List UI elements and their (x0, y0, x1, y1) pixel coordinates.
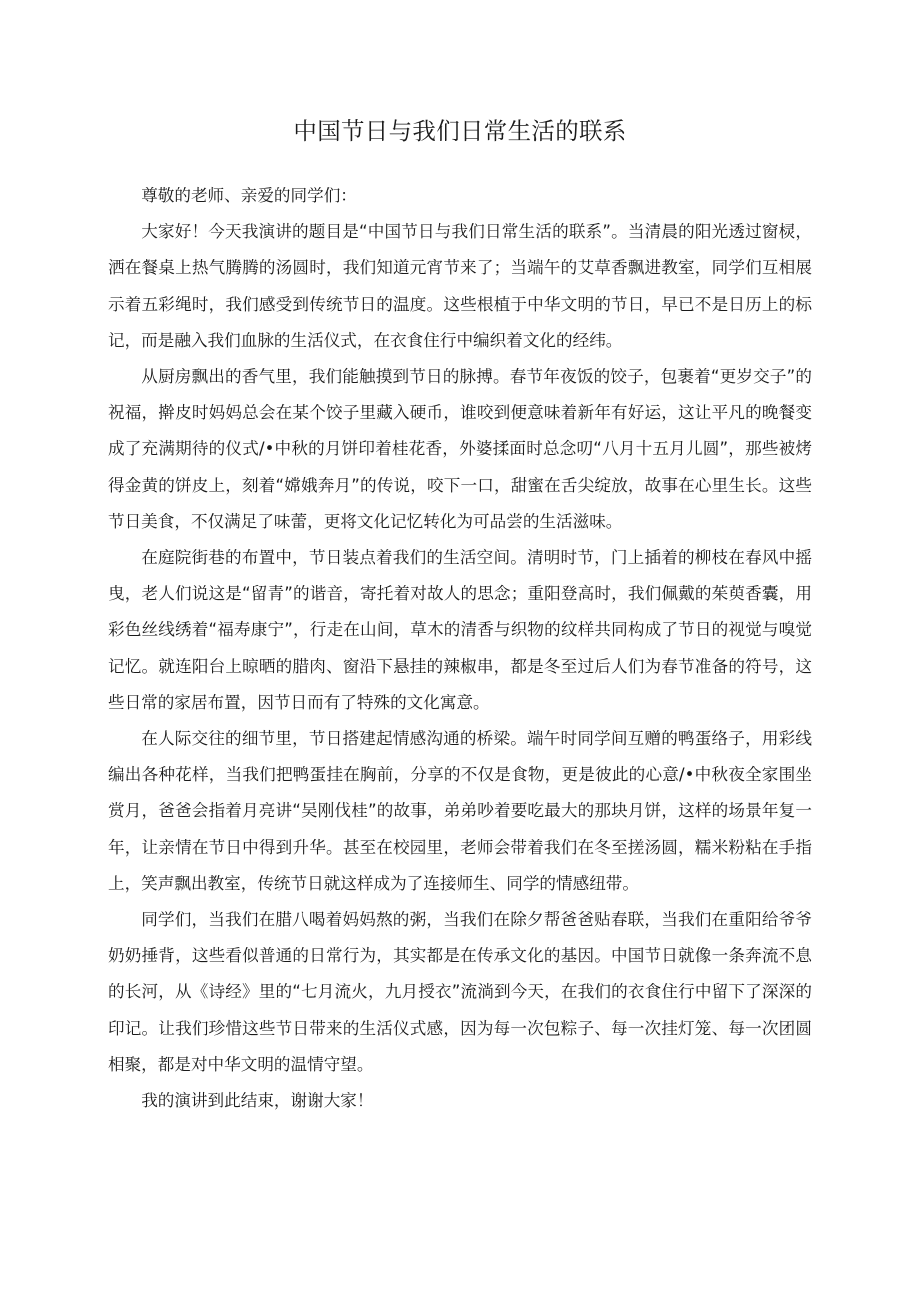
paragraph-space: 在庭院街巷的布置中，节日装点着我们的生活空间。清明时节，门上插着的柳枝在春风中摇曳，老人们说这是“留青”的谐音，寄托着对故人的思念；重阳登高时，我们佩戴的茱萸香囊，用彩色丝线绣着“福寿康宁”，行走在山间，草木的清香与织物的纹样共同构成了节日的视觉与嗅觉记忆。就连阳台上晾晒的腊肉、窗沿下悬挂的辣椒串，都是冬至过后人们为春节准备的符号，这些日常的家居布置，因节日而有了特殊的文化寓意。 (108, 548, 812, 712)
paragraph-food: 从厨房飘出的香气里，我们能触摸到节日的脉搏。春节年夜饭的饺子，包裹着“更岁交子”的祝福，擀皮时妈妈总会在某个饺子里藏入硬币，谁咬到便意味着新年有好运，这让平凡的晚餐变成了充满期待的仪式/•中秋的月饼印着桂花香，外婆揉面时总念叨“八月十五月儿圆”，那些被烤得金黄的饼皮上，刻着“嫦娥奔月”的传说，咬下一口，甜蜜在舌尖绽放，故事在心里生长。这些节日美食，不仅满足了味蕾，更将文化记忆转化为可品尝的生活滋味。 (108, 367, 812, 531)
document-title: 中国节日与我们日常生活的联系 (293, 117, 627, 145)
paragraph-closing: 我的演讲到此结束，谢谢大家！ (141, 1091, 374, 1111)
document-body (108, 178, 812, 1119)
paragraph-relations: 在人际交往的细节里，节日搭建起情感沟通的桥梁。端午时同学间互赠的鸭蛋络子，用彩线编出各种花样，当我们把鸭蛋挂在胸前，分享的不仅是食物，更是彼此的心意/•中秋夜全家围坐赏月，爸爸会指着月亮讲“吴刚伐桂”的故事，弟弟吵着要吃最大的那块月饼，这样的场景年复一年，让亲情在节日中得到升华。甚至在校园里，老师会带着我们在冬至搓汤圆，糯米粉粘在手指上，笑声飘出教室，传统节日就这样成为了连接师生、同学的情感纽带。 (108, 729, 812, 893)
salutation: 尊敬的老师、亲爱的同学们： (141, 186, 357, 205)
paragraph-intro: 大家好！今天我演讲的题目是“中国节日与我们日常生活的联系”。当清晨的阳光透过窗棂，洒在餐桌上热气腾腾的汤圆时，我们知道元宵节来了；当端午的艾草香飘进教室，同学们互相展示着五彩绳时，我们感受到传统节日的温度。这些根植于中华文明的节日，早已不是日历上的标记，而是融入我们血脉的生活仪式，在衣食住行中编织着文化的经纬。 (108, 222, 812, 350)
paragraph-conclusion: 同学们，当我们在腊八喝着妈妈熬的粥，当我们在除夕帮爸爸贴春联，当我们在重阳给爷爷奶奶捶背，这些看似普通的日常行为，其实都是在传承文化的基因。中国节日就像一条奔流不息的长河，从《诗经》里的“七月流火，九月授衣”流淌到今天，在我们的衣食住行中留下了深深的印记。让我们珍惜这些节日带来的生活仪式感，因为每一次包粽子、每一次挂灯笼、每一次团圆相聚，都是对中华文明的温情守望。 (108, 910, 812, 1074)
